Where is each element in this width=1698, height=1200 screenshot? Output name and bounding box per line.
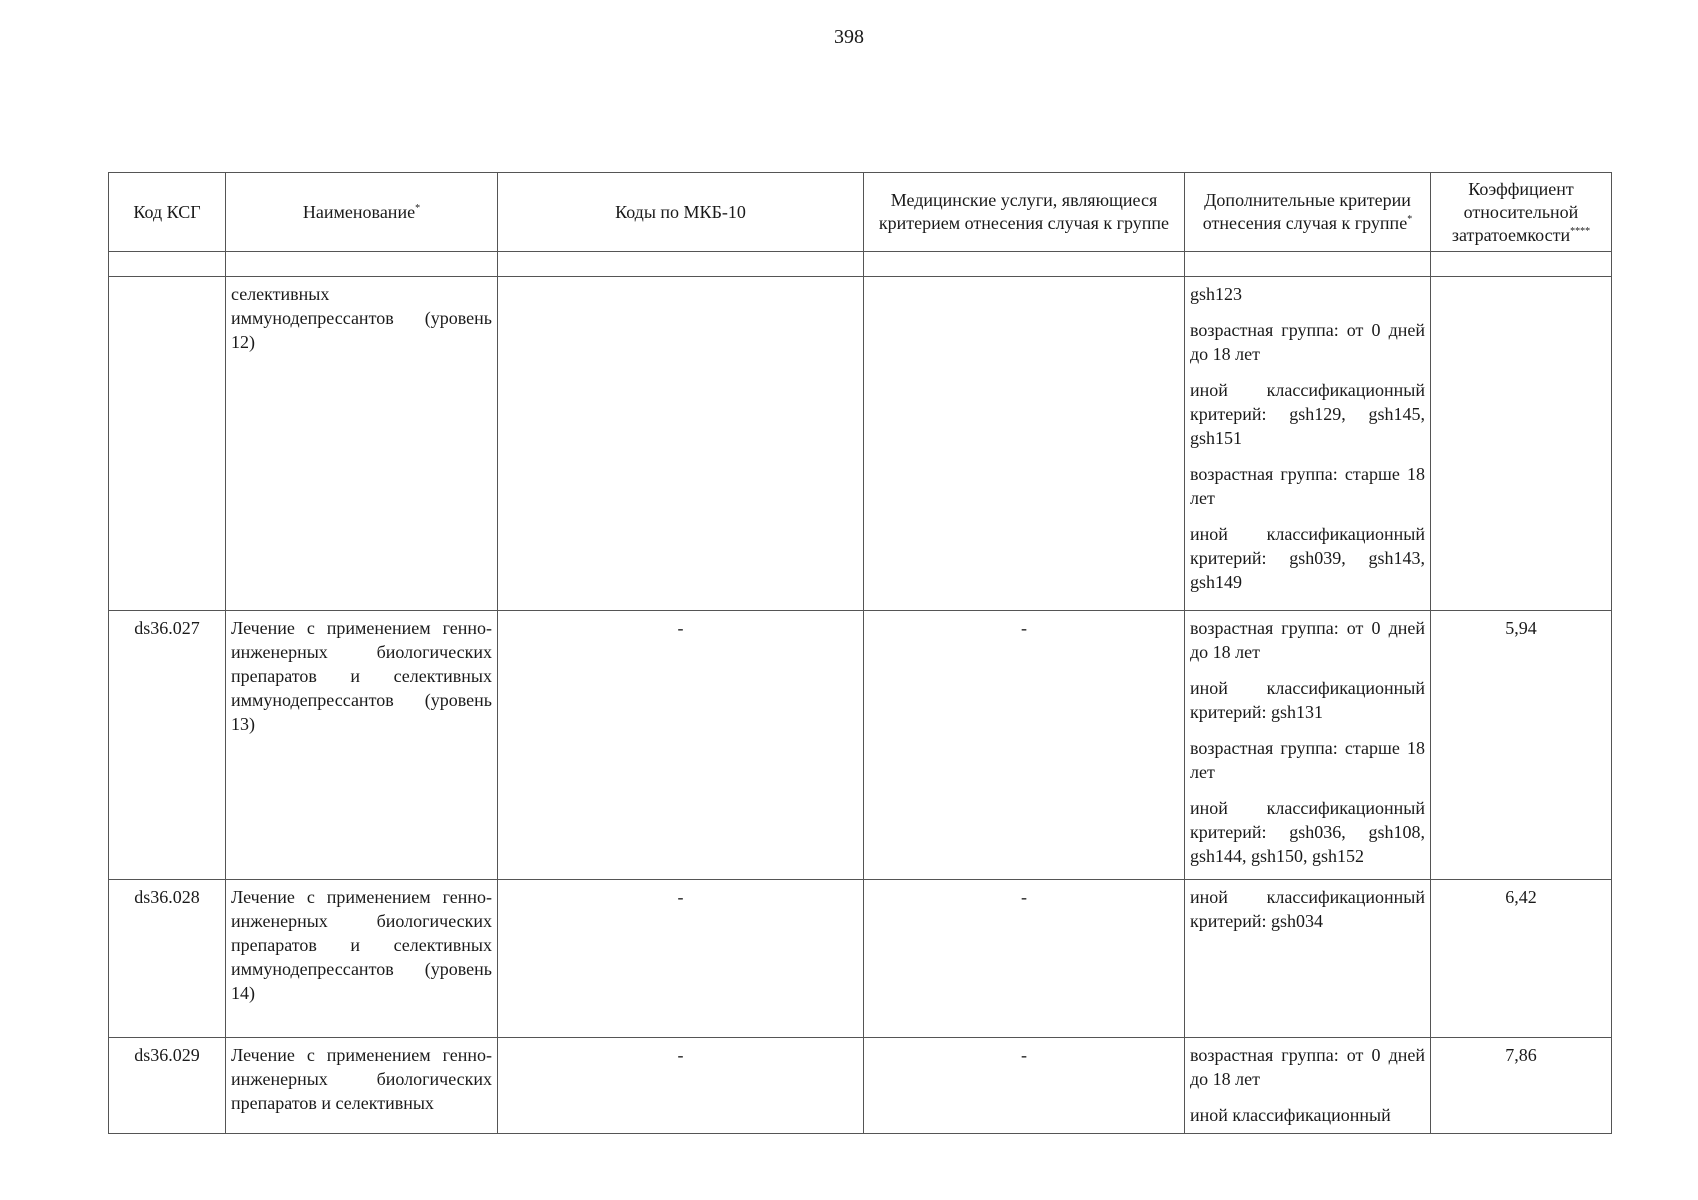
page-number: 398: [834, 26, 864, 48]
table-header-row: [109, 173, 1612, 252]
header-spacer-row: [109, 252, 1612, 277]
header-code: Код КСГ: [109, 173, 226, 252]
cell-criteria: [1185, 880, 1431, 1038]
table-row: [109, 1038, 1612, 1134]
cell-coef: [1431, 277, 1612, 611]
cell-services: -: [864, 611, 1185, 880]
criteria-item: иной классификационный критерий: gsh129, gsh145, gsh151: [1190, 380, 1425, 448]
cell-services: [864, 277, 1185, 611]
cell-mkb: -: [498, 1038, 864, 1134]
cell-mkb: -: [498, 611, 864, 880]
header-criteria: Дополнительные критерии отнесения случая к группе*: [1185, 173, 1431, 252]
ksg-table: [108, 172, 1612, 1134]
cell-mkb: [498, 277, 864, 611]
criteria-item: иной классификационный: [1190, 1105, 1391, 1125]
cell-name: Лечение с применением генно-инженерных биологических препаратов и селективных иммунодепрессантов (уровень 14): [226, 880, 498, 1038]
criteria-item: иной классификационный критерий: gsh034: [1190, 887, 1425, 931]
criteria-item: возрастная группа: от 0 дней до 18 лет: [1190, 1045, 1425, 1089]
cell-criteria: [1185, 277, 1431, 611]
cell-name: Лечение с применением генно-инженерных биологических препаратов и селективных: [226, 1038, 498, 1134]
criteria-item: gsh123: [1190, 284, 1243, 304]
criteria-item: возрастная группа: от 0 дней до 18 лет: [1190, 320, 1425, 364]
header-services: Медицинские услуги, являющиеся критерием отнесения случая к группе: [864, 173, 1185, 252]
cell-code: [109, 277, 226, 611]
cell-mkb: -: [498, 880, 864, 1038]
cell-services: -: [864, 1038, 1185, 1134]
table-row: [109, 611, 1612, 880]
criteria-item: иной классификационный критерий: gsh131: [1190, 678, 1425, 722]
header-coef-footnote-mark: ****: [1570, 225, 1591, 237]
table-row: [109, 277, 1612, 611]
criteria-item: иной классификационный критерий: gsh039, gsh143, gsh149: [1190, 524, 1425, 592]
criteria-item: возрастная группа: старше 18 лет: [1190, 738, 1425, 782]
cell-coef: 5,94: [1431, 611, 1612, 880]
cell-services: -: [864, 880, 1185, 1038]
cell-coef: 7,86: [1431, 1038, 1612, 1134]
table-row: [109, 880, 1612, 1038]
header-name-footnote-mark: *: [415, 202, 421, 214]
cell-name: Лечение с применением генно-инженерных биологических препаратов и селективных иммунодепрессантов (уровень 13): [226, 611, 498, 880]
cell-code: ds36.028: [109, 880, 226, 1038]
header-mkb: Коды по МКБ-10: [498, 173, 864, 252]
cell-code: ds36.027: [109, 611, 226, 880]
criteria-item: возрастная группа: от 0 дней до 18 лет: [1190, 618, 1425, 662]
header-name: Наименование*: [226, 173, 498, 252]
cell-criteria: [1185, 611, 1431, 880]
header-criteria-footnote-mark: *: [1407, 214, 1413, 225]
criteria-item: возрастная группа: старше 18 лет: [1190, 464, 1425, 508]
cell-coef: 6,42: [1431, 880, 1612, 1038]
cell-criteria: [1185, 1038, 1431, 1134]
cell-name: селективных иммунодепрессантов (уровень 12): [226, 277, 498, 611]
header-coef: Коэффициент относительной затратоемкости****: [1431, 173, 1612, 252]
cell-code: ds36.029: [109, 1038, 226, 1134]
criteria-item: иной классификационный критерий: gsh036, gsh108, gsh144, gsh150, gsh152: [1190, 798, 1425, 866]
